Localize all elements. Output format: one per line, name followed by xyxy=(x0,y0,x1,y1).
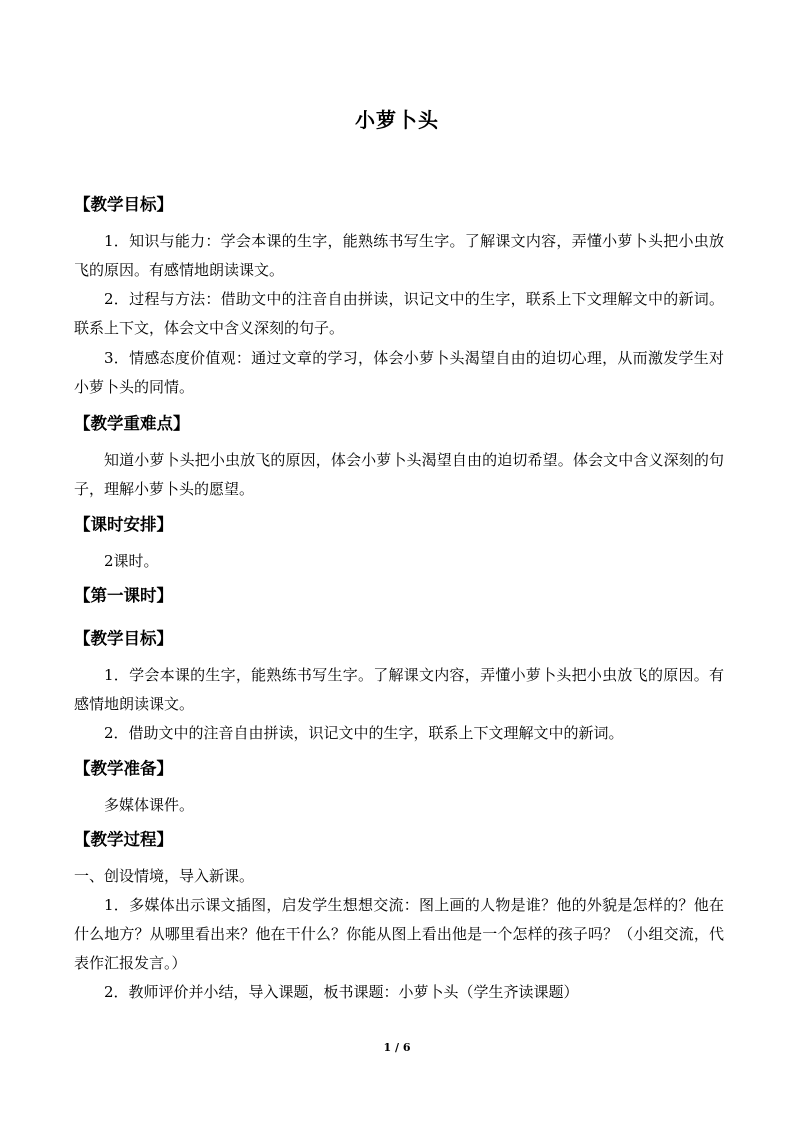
page-title: 小萝卜头 xyxy=(355,108,439,132)
heading-lesson-one-goals: 【教学目标】 xyxy=(74,629,173,648)
key-points-text: 知道小萝卜头把小虫放飞的原因，体会小萝卜头渴望自由的迫切希望。体会文中含义深刻的句子，理解小萝卜头的愿望。 xyxy=(74,451,724,498)
process-item-1: 1．多媒体出示课文插图，启发学生想想交流：图上画的人物是谁？他的外貌是怎样的？他在什么地方？从哪里看出来？他在干什么？你能从图上看出他是一个怎样的孩子吗？（小组交流，代表作汇报发言。） xyxy=(74,896,724,972)
schedule-text: 2课时。 xyxy=(104,552,159,570)
heading-lesson-one: 【第一课时】 xyxy=(74,586,173,605)
heading-process: 【教学过程】 xyxy=(74,830,173,849)
preparation-text: 多媒体课件。 xyxy=(104,796,195,814)
process-item-2: 2．教师评价并小结，导入课题，板书课题：小萝卜头（学生齐读课题） xyxy=(104,983,579,1001)
heading-schedule: 【课时安排】 xyxy=(74,515,173,534)
page-number: 1 / 6 xyxy=(383,1041,411,1054)
lesson-one-goal-2: 2．借助文中的注音自由拼读，识记文中的生字，联系上下文理解文中的新词。 xyxy=(104,724,624,742)
heading-preparation: 【教学准备】 xyxy=(74,759,173,778)
process-step-one: 一、创设情境，导入新课。 xyxy=(74,867,255,885)
goal-item-1: 1．知识与能力：学会本课的生字，能熟练书写生字。了解课文内容，弄懂小萝卜头把小虫放飞的原因。有感情地朗读课文。 xyxy=(74,232,724,279)
goal-item-2: 2．过程与方法：借助文中的注音自由拼读，识记文中的生字，联系上下文理解文中的新词。联系上下文，体会文中含义深刻的句子。 xyxy=(74,290,724,337)
heading-key-points: 【教学重难点】 xyxy=(74,414,190,433)
goal-item-3: 3．情感态度价值观：通过文章的学习，体会小萝卜头渴望自由的迫切心理，从而激发学生对小萝卜头的同情。 xyxy=(74,349,724,396)
heading-teaching-goals: 【教学目标】 xyxy=(74,195,173,214)
lesson-one-goal-1: 1．学会本课的生字，能熟练书写生字。了解课文内容，弄懂小萝卜头把小虫放飞的原因。有感情地朗读课文。 xyxy=(74,666,724,713)
